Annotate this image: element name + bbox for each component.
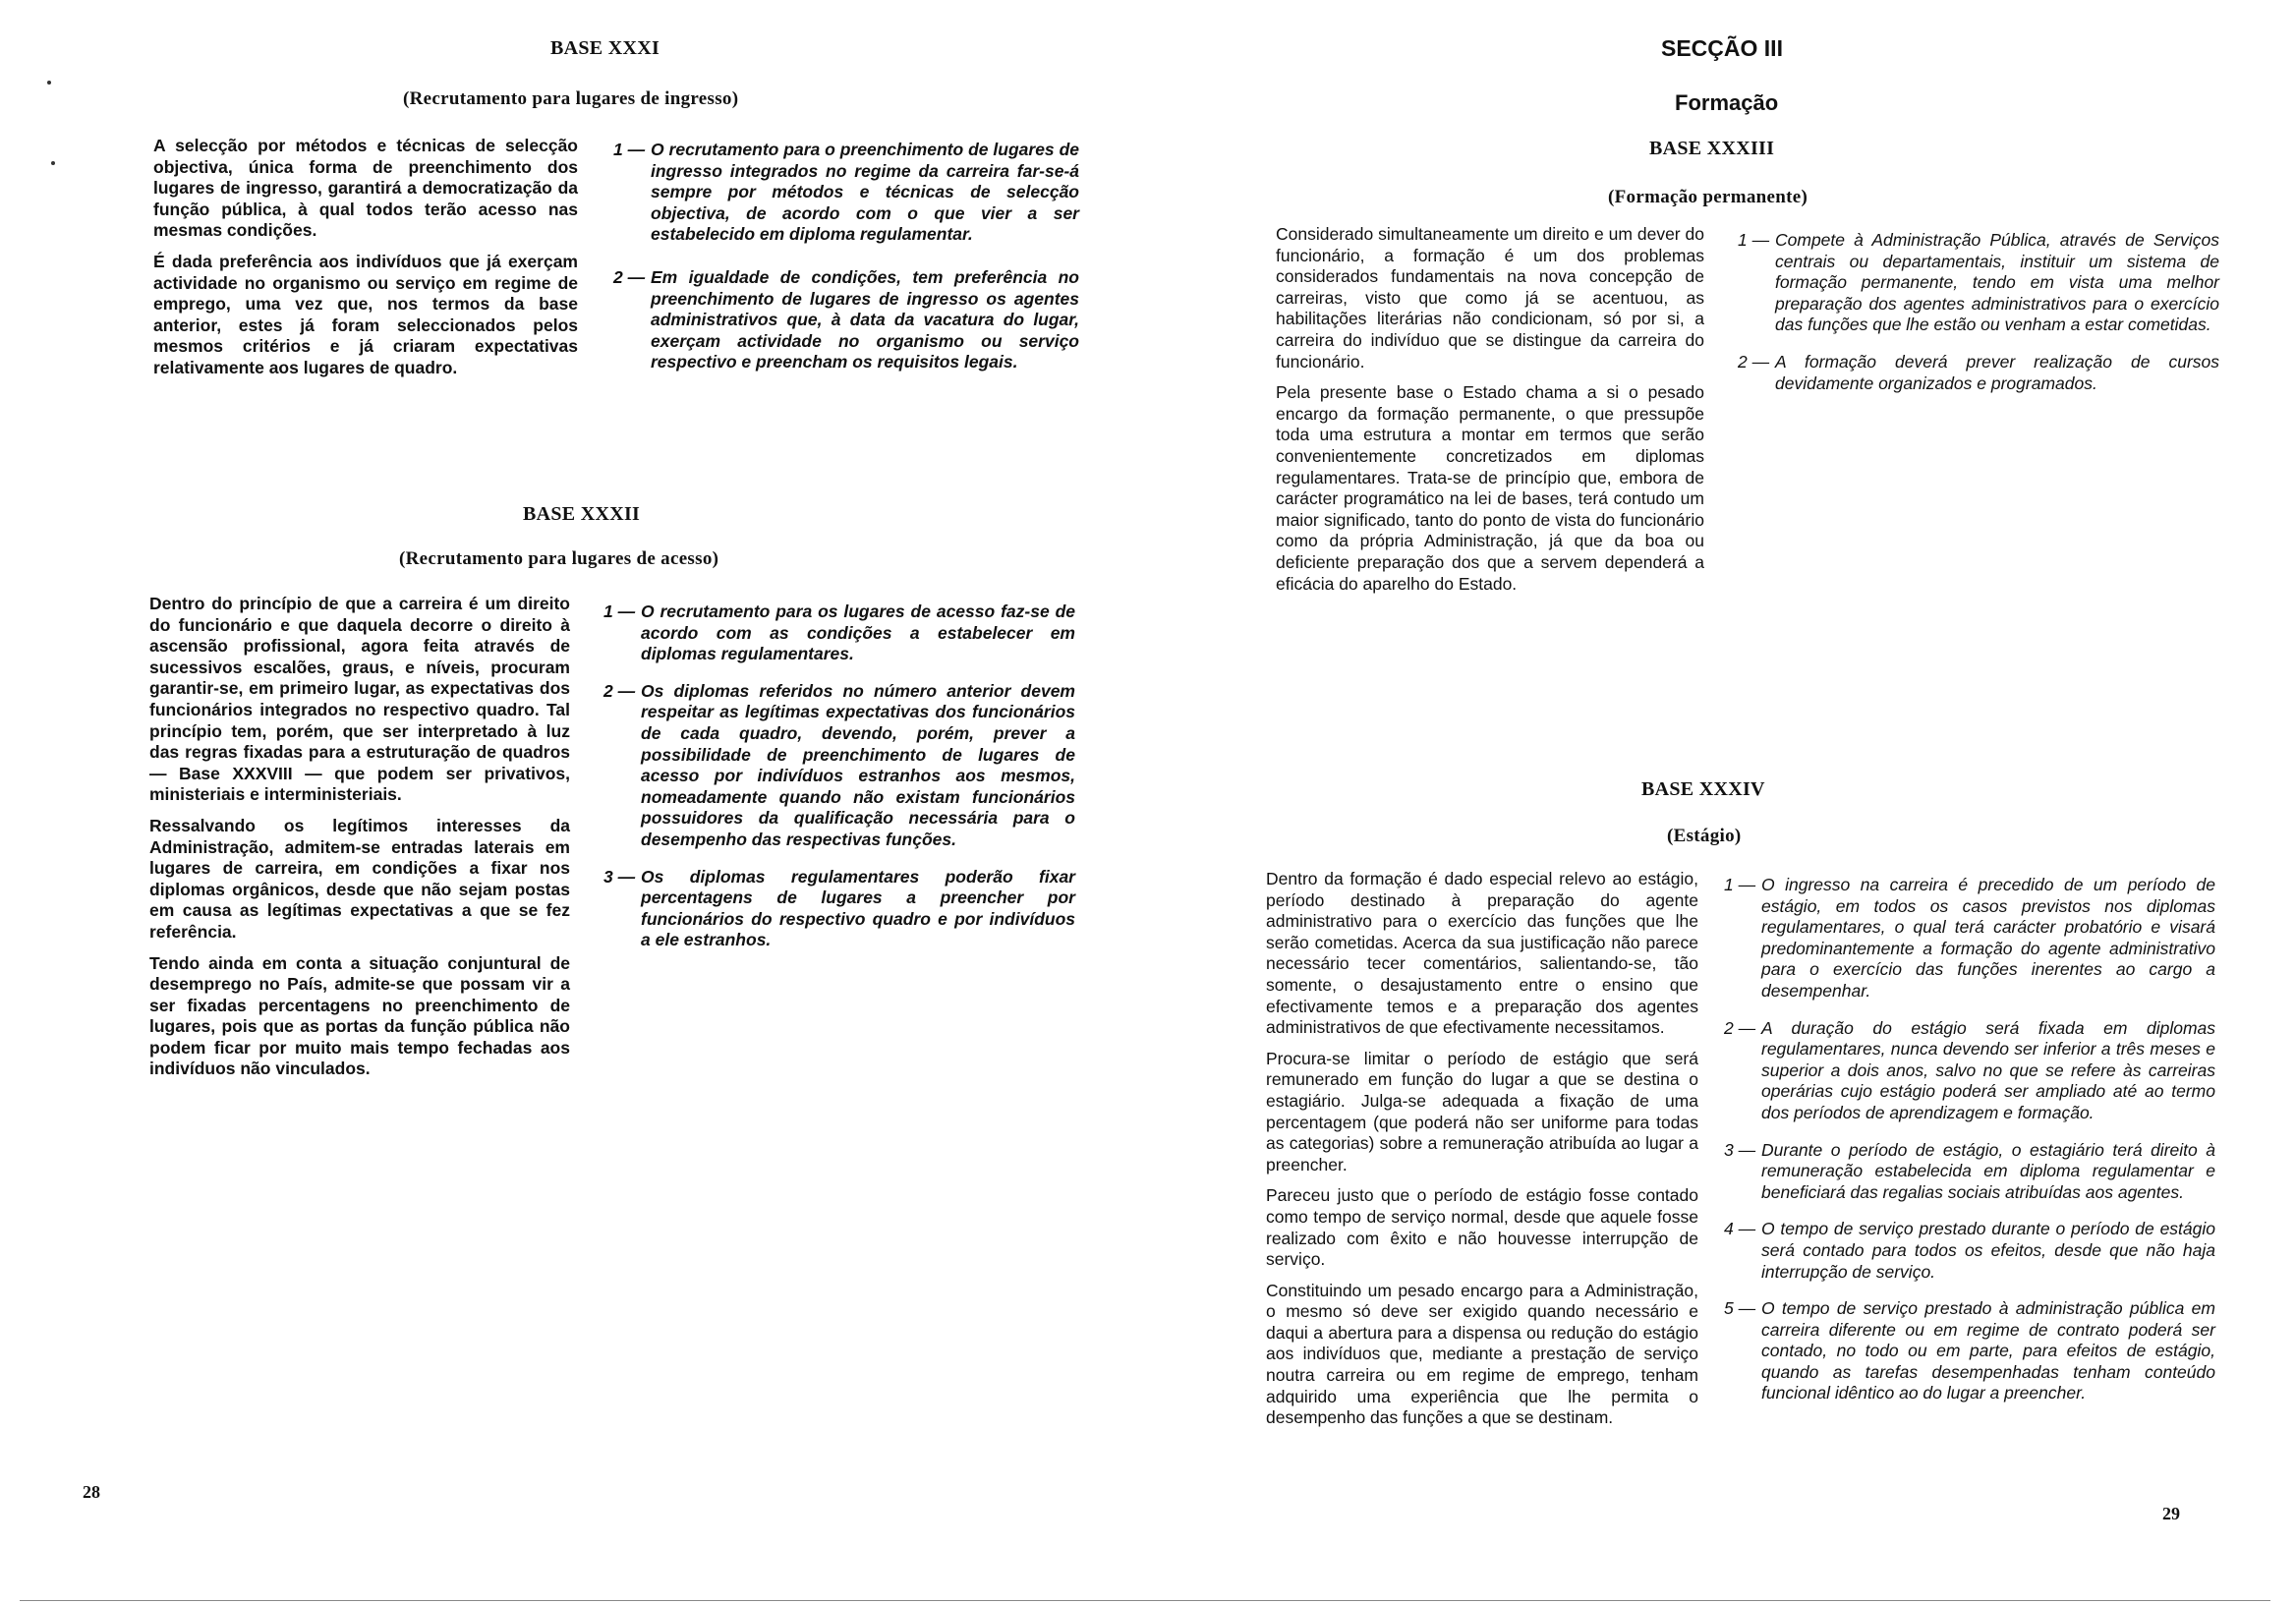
article-text: O ingresso na carreira é precedido de um período de estágio, em todos os casos previstos nos diplomas regulamentares, o qual terá carácter probatório e visará predominantemente a formação do agente administrativo para o exercício das funções inerentes ao cargo a desempenhar. [1761,875,2215,1001]
section-title: Formação [1675,90,1779,115]
article-item [1724,1298,2215,1404]
article-item [603,867,1075,951]
article-number: 4 — [1724,1219,1756,1239]
paragraph: Dentro da formação é dado especial relevo ao estágio, período destinado à preparação do agente administrativo para o exercício das funções que lhe serão cometidas. Acerca da sua justificação não parece necessário tecer comentários, salientando-se, tão somente, o desajustamento entre o ensino que efectivamente temos e a preparação dos agentes administrativos de que efectivamente necessitamos. [1266,869,1698,1038]
article-text: O tempo de serviço prestado à administração pública em carreira diferente ou em regime de contrato poderá ser contado, no todo ou em parte, para efeitos de estágio, quando as tarefas desempenhadas tenham conteúdo funcional idêntico ao do lugar a preencher. [1761,1298,2215,1404]
article-text: Compete à Administração Pública, através de Serviços centrais ou departamentais, instituir um sistema de formação permanente, tendo em vista uma melhor preparação dos agentes administrativos para o exercício das funções que lhe estão ou venham a estar cometidas. [1775,230,2219,335]
article-number: 2 — [603,680,636,701]
page-number: 28 [83,1482,100,1502]
paragraph: Considerado simultaneamente um direito e um dever do funcionário, a formação é um dos problemas considerados fundamentais na nova concepção de carreiras, visto que como já se acentuou, as habilitações literárias não condicionam, só por si, a carreira do indivíduo que se distingue da carreira do funcionário. [1276,224,1704,372]
page-number: 29 [2162,1504,2180,1523]
scan-edge-line [1150,1600,2270,1601]
paragraph: Ressalvando os legítimos interesses da Administração, admitem-se entradas laterais em lugares de carreira, em condições a fixar nos diplomas orgânicos, desde que não sejam postas em causa as legítimas expectativas a que se fez referência. [149,815,570,942]
base-31-subtitle: (Recrutamento para lugares de ingresso) [403,88,739,109]
base-32-articles [603,602,1075,967]
paragraph: Pela presente base o Estado chama a si o pesado encargo da formação permanente, o que pressupõe toda uma estrutura a montar em termos que serão convenientemente concretizados em diplomas regulamentares. Trata-se de princípio que, embora de carácter programático na lei de bases, terá contudo um maior significado, tanto do ponto de vista do funcionário como da própria Administração, já que da boa ou deficiente preparação dos que a servem dependerá a eficácia do aparelho do Estado. [1276,382,1704,594]
article-item [613,267,1079,373]
base-33-subtitle: (Formação permanente) [1608,187,1808,207]
article-text: Os diplomas referidos no número anterior devem respeitar as legítimas expectativas dos funcionários de cada quadro, devendo, porém, prever a possibilidade de preenchimento de lugares de acesso por indivíduos estranhos aos mesmos, nomeadamente quando não existam funcionários possuidores da qualificação necessária para o desempenho das respectivas funções. [641,680,1075,849]
article-item [603,681,1075,851]
article-item [613,140,1079,246]
paragraph: Dentro do princípio de que a carreira é um direito do funcionário e que daquela decorre o direito à ascensão profissional, agora feita através de sucessivos escalões, graus, e níveis, procuram garantir-se, em primeiro lugar, as expectativas dos funcionários integrados no respectivo quadro. Tal princípio tem, porém, que ser interpretado à luz das regras fixadas para a estruturação de quadros — Base XXXVIII — que podem ser privativos, ministeriais e interministeriais. [149,594,570,805]
article-text: O recrutamento para os lugares de acesso faz-se de acordo com as condições a estabelecer em diplomas regulamentares. [641,602,1075,664]
article-number: 3 — [603,866,636,887]
base-33-title: BASE XXXIII [1649,138,1775,159]
article-item [1738,230,2219,336]
base-31-articles [613,140,1079,389]
paragraph: É dada preferência aos indivíduos que já exerçam actividade no organismo ou serviço em regime de emprego, uma vez que, nos termos da base anterior, estes já foram seleccionados pelos mesmos critérios e já criaram expectativas relativamente aos lugares de quadro. [153,251,578,377]
article-number: 5 — [1724,1298,1756,1319]
article-item [1724,1219,2215,1283]
base-34-commentary [1266,869,1698,1439]
article-item [1724,1140,2215,1204]
base-31-commentary [153,136,578,389]
paragraph: Procura-se limitar o período de estágio que será remunerado em função do lugar a que se destina o estagiário. Julga-se adequada a fixação de uma percentagem (que poderá não ser uniforme para todas as categorias) sobre a remuneração atribuída ao lugar a preencher. [1266,1048,1698,1174]
base-33-articles [1738,230,2219,410]
article-text: A formação deverá prever realização de cursos devidamente organizados e programados. [1775,351,2219,393]
base-34-subtitle: (Estágio) [1667,826,1742,846]
base-31-title: BASE XXXI [550,37,660,59]
paragraph: A selecção por métodos e técnicas de selecção objectiva, única forma de preenchimento dos lugares de ingresso, garantirá a democratização da função pública, à qual todos terão acesso nas mesmas condições. [153,136,578,241]
article-text: Os diplomas regulamentares poderão fixar percentagens de lugares a preencher por funcionários do respectivo quadro e por indivíduos a ele estranhos. [641,866,1075,950]
scan-edge-line [20,1600,1150,1601]
article-text: A duração do estágio será fixada em diplomas regulamentares, nunca devendo ser inferior a três meses e superior a dois anos, salvo no que se refere às carreiras operárias cujo estágio poderá ser ampliado até ao termo dos períodos de aprendizagem e formação. [1761,1017,2215,1122]
section-heading: SECÇÃO III [1661,35,1783,61]
article-number: 2 — [613,266,646,287]
article-number: 1 — [1738,230,1770,250]
article-number: 1 — [603,602,636,621]
paragraph: Pareceu justo que o período de estágio fosse contado como tempo de serviço normal, desde que aquele fosse realizado com êxito e não houvesse interrupção de serviço. [1266,1185,1698,1270]
paragraph: Constituindo um pesado encargo para a Administração, o mesmo só deve ser exigido quando necessário e daqui a abertura para a dispensa ou redução do estágio aos indivíduos que, mediante a prestação de serviço noutra carreira ou em regime de emprego, tenham adquirido uma experiência que lhe permita o desempenho das funções a que se destinam. [1266,1280,1698,1428]
article-item [1724,1018,2215,1124]
scan-speck [47,81,51,85]
base-32-title: BASE XXXII [523,503,641,525]
base-34-articles [1724,875,2215,1420]
article-number: 1 — [1724,875,1756,894]
article-text: Em igualdade de condições, tem preferência no preenchimento de lugares de ingresso os agentes administrativos que, à data da vacatura do lugar, exerçam actividade no organismo ou serviço respectivo e preencham os requisitos legais. [651,266,1079,372]
base-32-commentary [149,594,570,1090]
article-text: O tempo de serviço prestado durante o período de estágio será contado para todos os efeitos, desde que não haja interrupção de serviço. [1761,1219,2215,1282]
scan-speck [51,161,55,165]
paragraph: Tendo ainda em conta a situação conjuntural de desemprego no País, admite-se que possam vir a ser fixadas percentagens no preenchimento de lugares, pois que as portas da função pública não podem ficar por muito mais tempo fechadas aos indivíduos não vinculados. [149,952,570,1079]
base-32-subtitle: (Recrutamento para lugares de acesso) [399,548,719,569]
article-number: 2 — [1738,351,1770,372]
article-item [603,602,1075,665]
article-item [1724,875,2215,1002]
article-number: 2 — [1724,1017,1756,1038]
base-33-commentary [1276,224,1704,604]
article-item [1738,352,2219,394]
base-34-title: BASE XXXIV [1641,778,1765,800]
article-number: 1 — [613,140,646,159]
article-number: 3 — [1724,1139,1756,1160]
article-text: O recrutamento para o preenchimento de lugares de ingresso integrados no regime da carreira far-se-á sempre por métodos e técnicas de selecção objectiva, de acordo com o que vier a ser estabelecido em diploma regulamentar. [651,140,1079,245]
article-text: Durante o período de estágio, o estagiário terá direito à remuneração estabelecida em diploma regulamentar e beneficiará das regalias sociais atribuídas aos agentes. [1761,1139,2215,1202]
right-page [1150,0,2296,1604]
